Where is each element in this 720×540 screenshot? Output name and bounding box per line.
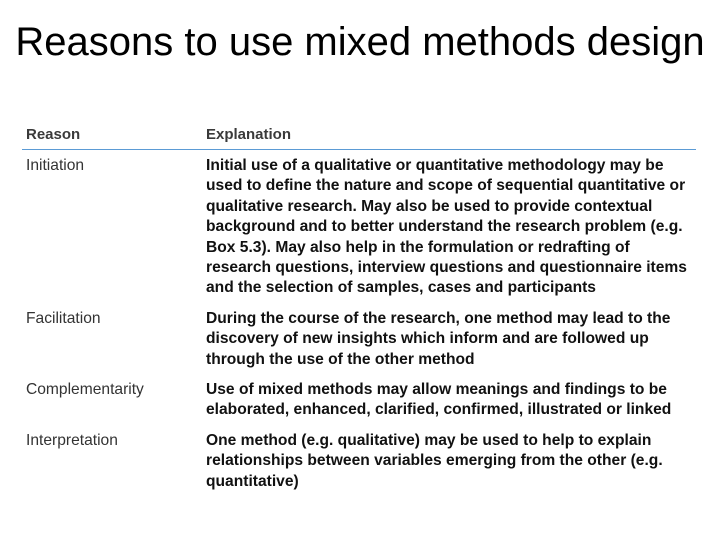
reasons-table-grid	[22, 122, 696, 496]
table-header-row	[22, 122, 696, 150]
reason-cell: Complementarity	[26, 381, 144, 399]
table-row	[22, 374, 696, 425]
header-reason: Reason	[22, 122, 202, 150]
explanation-cell: Use of mixed methods may allow meanings and findings to be elaborated, enhanced, clarified, confirmed, illustrated or linked	[206, 381, 672, 419]
reasons-table	[22, 122, 696, 496]
table-row	[22, 425, 696, 496]
slide-title: Reasons to use mixed methods design	[15, 20, 705, 64]
reason-cell: Interpretation	[26, 431, 118, 449]
reason-cell: Facilitation	[26, 309, 101, 327]
reason-cell: Initiation	[26, 157, 85, 174]
table-row	[22, 150, 696, 303]
explanation-cell: Initial use of a qualitative or quantitative methodology may be used to define the nature and scope of sequential quantitative or qualitative research. May also be used to provide contextual background and to better understand the research problem (e.g. Box 5.3). May also help in the formulation or redrafting of research questions, interview questions and questionnaire items and the selection of samples, cases and participants	[206, 157, 687, 297]
explanation-cell: One method (e.g. qualitative) may be used to help to explain relationships between variables emerging from the other (e.g. quantitative)	[206, 431, 663, 490]
header-explanation: Explanation	[202, 122, 696, 150]
table-row	[22, 303, 696, 374]
explanation-cell: During the course of the research, one method may lead to the discovery of new insights which inform and are followed up through the use of the other method	[206, 309, 671, 368]
